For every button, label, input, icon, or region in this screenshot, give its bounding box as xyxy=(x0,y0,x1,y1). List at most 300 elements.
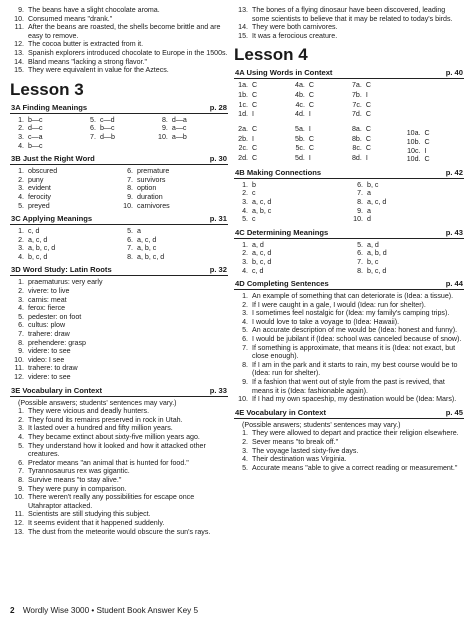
item-answer: Their destination was Virginia. xyxy=(252,455,347,464)
answer-grid xyxy=(10,116,228,150)
section-title: 4B Making Connections xyxy=(235,167,322,177)
answer-cell xyxy=(349,267,464,276)
item-number: 2. xyxy=(18,124,24,133)
list-item xyxy=(10,407,228,416)
item-number: 12. xyxy=(14,518,24,527)
item-number: 1. xyxy=(18,167,24,176)
answer-cell xyxy=(234,125,291,135)
item-answer: c—d xyxy=(99,115,115,124)
list-item xyxy=(10,313,228,322)
item-answer: C xyxy=(424,137,430,146)
answer-cell xyxy=(82,142,154,151)
left-column xyxy=(10,6,228,536)
section-4a xyxy=(234,68,464,163)
item-answer: C xyxy=(308,91,315,100)
item-answer: Predator means "an animal that is hunted for food." xyxy=(28,458,189,467)
item-answer: I sometimes feel nostalgic for (Idea: my family's camping trips). xyxy=(252,309,450,318)
item-answer: b xyxy=(252,180,256,189)
item-answer: d—a xyxy=(171,115,187,124)
answer-cell xyxy=(291,110,348,120)
answer-cell xyxy=(234,267,349,276)
item-answer: They were vicious and deadly hunters. xyxy=(28,407,150,416)
item-number: 8d. xyxy=(351,154,362,163)
answer-cell xyxy=(348,135,407,145)
item-answer: There weren't really any possibilities for escape once Utahraptor attacked. xyxy=(28,493,195,510)
item-number: 6. xyxy=(90,124,96,133)
item-answer: a, c, d xyxy=(137,235,157,244)
item-number: 6. xyxy=(18,321,24,330)
item-number: 5a. xyxy=(295,125,305,134)
item-answer: a, b, d xyxy=(367,249,387,258)
list-item xyxy=(10,287,228,296)
item-answer: Spanish explorers introduced chocolate to Europe in the 1500s. xyxy=(28,48,228,57)
item-number: 3. xyxy=(18,295,24,304)
item-number: 7d. xyxy=(351,110,362,119)
section-header xyxy=(10,265,228,276)
section-4d xyxy=(234,279,464,404)
item-number: 7. xyxy=(18,330,24,339)
section-page: p. 42 xyxy=(445,167,463,177)
item-number: 10b. xyxy=(406,137,421,146)
item-answer: Sever means "to break off." xyxy=(252,438,339,446)
answer-cell xyxy=(234,258,349,267)
item-number: 1. xyxy=(18,227,24,236)
answer-cell xyxy=(154,124,228,133)
answer-grid xyxy=(234,181,464,224)
item-answer: C xyxy=(365,81,371,90)
answer-cell xyxy=(234,101,291,111)
item-answer: I xyxy=(424,146,427,155)
answer-cell xyxy=(82,133,154,142)
item-answer: Survive means "to stay alive." xyxy=(28,475,122,484)
lesson-4-heading: Lesson 4 xyxy=(234,45,308,65)
answer-grid-col4 xyxy=(407,129,465,163)
item-number: 12. xyxy=(14,373,24,381)
item-number: 10. xyxy=(14,493,24,502)
item-answer: a xyxy=(367,206,371,215)
item-number: 7. xyxy=(242,343,248,352)
item-number: 5c. xyxy=(295,144,305,153)
page-footer xyxy=(10,606,198,615)
item-answer: a—b xyxy=(171,132,187,141)
answer-grid xyxy=(10,227,228,261)
item-number: 4b. xyxy=(295,91,305,100)
section-title: 4E Vocabulary in Context xyxy=(235,407,327,417)
item-answer: ferox: fierce xyxy=(28,304,66,313)
answer-cell xyxy=(291,154,348,164)
answer-cell xyxy=(119,227,228,236)
section-3d xyxy=(10,265,228,381)
item-number: 10. xyxy=(123,201,133,210)
item-answer: c, d xyxy=(28,227,40,236)
section-page: p. 28 xyxy=(209,102,227,112)
item-answer: The beans have a slight chocolate aroma. xyxy=(28,6,160,14)
list-item xyxy=(10,519,228,528)
item-answer: video: I see xyxy=(28,355,65,364)
item-number: 2. xyxy=(18,415,24,424)
list-item xyxy=(234,318,464,327)
item-number: 4. xyxy=(242,266,248,275)
answer-cell xyxy=(234,241,349,250)
list-item xyxy=(10,424,228,433)
answer-list xyxy=(234,292,464,404)
answer-cell xyxy=(119,202,228,211)
answer-cell xyxy=(349,215,464,224)
answer-cell xyxy=(119,184,228,193)
answer-cell xyxy=(348,91,407,101)
answer-cell xyxy=(234,215,349,224)
answer-list xyxy=(234,429,464,472)
item-number: 7. xyxy=(357,257,363,266)
item-number: 9. xyxy=(18,484,24,493)
item-answer: survivors xyxy=(137,175,166,184)
item-number: 2. xyxy=(18,235,24,244)
item-number: 3. xyxy=(242,197,248,206)
item-answer: C xyxy=(252,125,258,134)
answer-cell xyxy=(10,193,119,202)
item-number: 1b. xyxy=(238,91,248,100)
item-number: 5. xyxy=(18,441,24,450)
item-number: 2. xyxy=(242,189,248,198)
item-number: 14. xyxy=(238,23,248,32)
item-answer: Consumed means "drank." xyxy=(28,14,113,23)
item-number: 4. xyxy=(18,432,24,441)
item-answer: If something is approximate, that means it is (Idea: not exact, but close enough). xyxy=(252,343,456,361)
section-title: 4D Completing Sentences xyxy=(235,279,329,289)
answer-list xyxy=(10,278,228,381)
item-answer: I would be jubilant if (Idea: school was canceled because of snow). xyxy=(252,335,462,344)
item-answer: praematurus: very early xyxy=(28,278,103,287)
item-number: 2. xyxy=(242,249,248,258)
item-number: 10c. xyxy=(407,146,421,155)
answer-cell xyxy=(119,176,228,185)
item-number: 8a. xyxy=(351,125,362,134)
item-number: 15. xyxy=(238,31,248,40)
item-number: 8. xyxy=(18,338,24,347)
item-answer: a, b, c, d xyxy=(28,244,56,253)
item-answer: They found its remains preserved in rock in Utah. xyxy=(28,415,183,424)
item-number: 5. xyxy=(18,201,24,210)
lesson3-continued-list xyxy=(234,6,464,40)
item-answer: I xyxy=(365,91,368,100)
item-number: 9. xyxy=(161,124,168,133)
list-item xyxy=(10,476,228,485)
list-item xyxy=(10,278,228,287)
item-answer: a, b, c, d xyxy=(137,252,165,261)
answer-cell xyxy=(234,81,291,91)
item-answer: prehendere: grasp xyxy=(28,338,86,347)
section-title: 4C Determining Meanings xyxy=(235,227,329,237)
section-page: p. 40 xyxy=(445,68,463,78)
item-answer: The dust from the meteorite would obscure the sun's rays. xyxy=(28,527,211,536)
item-answer: I xyxy=(365,154,368,163)
list-item xyxy=(234,464,464,473)
answer-cell xyxy=(82,116,154,125)
item-number: 10. xyxy=(14,355,24,364)
list-item xyxy=(10,485,228,494)
item-answer: An example of something that can deteriorate is (Idea: a tissue). xyxy=(252,292,454,301)
item-number: 3. xyxy=(18,244,24,253)
list-item xyxy=(234,6,464,23)
answer-list xyxy=(10,407,228,536)
item-number: 5b. xyxy=(295,134,305,143)
item-number: 13. xyxy=(14,48,24,57)
section-header xyxy=(10,103,228,114)
item-answer: a, c, d xyxy=(252,197,272,206)
item-answer: C xyxy=(252,81,258,90)
list-item xyxy=(10,58,228,67)
item-answer: preyed xyxy=(28,201,50,210)
list-item xyxy=(234,361,464,378)
section-page: p. 31 xyxy=(209,214,227,224)
section-page: p. 32 xyxy=(209,265,227,275)
item-number: 2a. xyxy=(238,125,248,134)
item-answer: They became extinct about sixty-five million years ago. xyxy=(28,432,200,441)
answer-cell xyxy=(10,184,119,193)
item-answer: b—c xyxy=(28,115,43,124)
item-number: 8. xyxy=(161,115,168,124)
item-number: 9. xyxy=(18,6,24,14)
section-note: (Possible answers; students' sentences may vary.) xyxy=(242,420,401,429)
answer-cell xyxy=(407,138,465,147)
item-number: 9. xyxy=(357,206,363,215)
item-answer: carnivores xyxy=(137,201,170,210)
list-item xyxy=(10,40,228,49)
list-item xyxy=(234,292,464,301)
item-number: 2. xyxy=(242,300,248,309)
answer-cell xyxy=(10,244,119,253)
item-number: 2d. xyxy=(238,154,248,163)
item-answer: It lasted over a hundred and fifty million years. xyxy=(28,424,173,433)
item-number: 4. xyxy=(242,455,248,464)
item-number: 1. xyxy=(18,278,24,287)
answer-cell xyxy=(119,193,228,202)
item-answer: C xyxy=(252,100,258,109)
answer-cell xyxy=(348,101,407,111)
item-number: 4. xyxy=(242,317,248,326)
item-answer xyxy=(100,142,154,151)
item-answer: carnis: meat xyxy=(28,295,67,304)
answer-cell xyxy=(349,249,464,258)
item-answer: d xyxy=(367,215,371,224)
section-3a xyxy=(10,103,228,150)
answer-grid xyxy=(10,167,228,210)
item-number: 8b. xyxy=(351,134,362,143)
item-answer: If I am in the park and it starts to rain, my best course would be to (Idea: run for shelter). xyxy=(252,360,458,378)
answer-cell xyxy=(10,236,119,245)
section-note: (Possible answers; students' sentences may vary.) xyxy=(18,398,177,407)
list-item xyxy=(10,347,228,356)
item-number: 8. xyxy=(18,475,24,484)
item-answer: Tyrannosaurus rex was gigantic. xyxy=(28,467,130,476)
section-title: 3B Just the Right Word xyxy=(11,154,95,164)
footer-text: Wordly Wise 3000 • Student Book Answer Key 5 xyxy=(22,606,199,615)
item-answer: It seems evident that it happened suddenly. xyxy=(28,518,165,527)
answer-grid xyxy=(234,81,407,163)
item-number: 2. xyxy=(18,287,24,296)
item-number: 5. xyxy=(242,215,248,224)
item-number: 15. xyxy=(14,66,24,75)
answer-cell xyxy=(234,135,291,145)
list-item xyxy=(10,296,228,305)
page-number: 2 xyxy=(10,606,15,615)
item-answer: I would love to take a voyage to (Idea: Hawaii). xyxy=(252,317,400,326)
answer-cell xyxy=(348,81,407,91)
item-answer: C xyxy=(308,100,315,109)
answer-cell xyxy=(234,154,291,164)
item-answer: a—c xyxy=(171,124,187,133)
list-item xyxy=(234,309,464,318)
item-number: 1d. xyxy=(238,110,248,119)
item-answer: b, c, d xyxy=(367,266,387,275)
item-number: 10. xyxy=(158,132,168,141)
answer-cell xyxy=(154,133,228,142)
item-number: 3. xyxy=(242,446,248,455)
section-page: p. 33 xyxy=(209,385,227,395)
item-answer: They were both carnivores. xyxy=(252,23,338,32)
item-answer: premature xyxy=(137,167,170,176)
item-number: 5d. xyxy=(295,154,305,163)
right-column xyxy=(234,6,464,472)
list-item xyxy=(10,15,228,24)
answer-cell xyxy=(234,110,291,120)
item-number: 2. xyxy=(242,438,248,446)
item-number: 9. xyxy=(127,192,133,201)
answer-cell xyxy=(291,125,348,135)
section-page: p. 45 xyxy=(445,407,463,417)
answer-cell xyxy=(349,241,464,250)
item-answer: They were allowed to depart and practice their religion elsewhere. xyxy=(252,429,459,438)
list-item xyxy=(234,455,464,464)
item-answer: a, d xyxy=(252,240,264,249)
answer-cell xyxy=(234,144,291,154)
section-page: p. 30 xyxy=(209,154,227,164)
lesson2-continued-list xyxy=(10,6,228,75)
section-header xyxy=(234,168,464,179)
item-number: 5. xyxy=(242,326,248,335)
item-number: 6. xyxy=(127,167,133,176)
item-number: 7. xyxy=(127,175,133,184)
section-4b xyxy=(234,168,464,224)
item-answer: b, c xyxy=(367,257,379,266)
list-item xyxy=(234,32,464,41)
answer-cell xyxy=(348,110,407,120)
item-answer: An accurate description of me would be (Idea: honest and funny). xyxy=(252,326,458,335)
answer-cell xyxy=(10,253,119,262)
item-number: 6. xyxy=(242,335,248,344)
grid-spacer xyxy=(234,120,291,124)
list-item xyxy=(10,6,228,15)
answer-cell xyxy=(407,147,465,156)
item-answer: C xyxy=(424,155,430,164)
item-number: 10. xyxy=(238,395,248,404)
lesson-3-heading: Lesson 3 xyxy=(10,79,84,99)
item-answer: C xyxy=(424,129,430,138)
answer-cell xyxy=(154,142,228,151)
item-answer: option xyxy=(137,184,157,193)
list-item xyxy=(10,330,228,339)
item-answer: The voyage lasted sixty-five days. xyxy=(252,446,359,455)
item-number: 8. xyxy=(357,197,363,206)
item-number: 2c. xyxy=(238,144,248,153)
item-number: 11. xyxy=(14,364,24,373)
item-answer: trahere: to draw xyxy=(28,364,78,373)
answer-cell xyxy=(291,81,348,91)
list-item xyxy=(10,442,228,459)
list-item xyxy=(234,378,464,395)
item-number: 3. xyxy=(242,309,248,318)
item-number: 12. xyxy=(14,40,24,49)
item-number: 4. xyxy=(18,192,24,201)
answer-cell xyxy=(234,249,349,258)
grid-spacer xyxy=(291,120,348,124)
item-number: 10a. xyxy=(406,129,421,138)
item-number: 11. xyxy=(14,510,24,519)
item-answer: videre: to see xyxy=(28,347,71,356)
item-answer: d—c xyxy=(28,124,43,133)
section-title: 3C Applying Meanings xyxy=(11,214,93,224)
answer-cell xyxy=(10,176,119,185)
list-item xyxy=(234,301,464,310)
answer-cell xyxy=(10,227,119,236)
answer-cell xyxy=(349,258,464,267)
answer-cell xyxy=(291,91,348,101)
section-header xyxy=(10,386,228,397)
item-number: 1. xyxy=(18,407,24,416)
item-number: 4. xyxy=(18,141,24,150)
answer-cell xyxy=(10,116,82,125)
item-answer: a, d xyxy=(367,240,379,249)
item-answer: cultus: plow xyxy=(28,321,66,330)
item-answer: c, d xyxy=(252,266,264,275)
list-item xyxy=(10,339,228,348)
item-answer: If I had my own spaceship, my destination would be (Idea: Mars). xyxy=(252,395,457,404)
answer-cell xyxy=(119,167,228,176)
item-answer: videre: to see xyxy=(28,373,71,381)
item-answer: After the beans are roasted, the shells become brittle and are easy to remove. xyxy=(28,23,221,40)
item-number: 3. xyxy=(18,132,24,141)
list-item xyxy=(10,321,228,330)
answer-cell xyxy=(291,144,348,154)
list-item xyxy=(10,459,228,468)
answer-cell xyxy=(291,135,348,145)
item-answer: They were puny in comparison. xyxy=(28,484,127,493)
item-answer: I xyxy=(308,154,311,163)
item-answer: I xyxy=(252,134,254,143)
item-answer: a xyxy=(367,189,371,198)
item-answer: Accurate means "able to give a correct reading or measurement." xyxy=(252,463,458,472)
section-title: 3D Word Study: Latin Roots xyxy=(11,265,112,275)
answer-cell xyxy=(10,202,119,211)
item-answer: C xyxy=(365,144,371,153)
item-answer: b, c xyxy=(367,180,379,189)
section-3e xyxy=(10,386,228,537)
list-item xyxy=(234,438,464,447)
item-answer: a, c, d xyxy=(367,197,387,206)
answer-cell xyxy=(82,124,154,133)
item-answer: If I were caught in a gale, I would (Idea: run for shelter). xyxy=(252,300,426,309)
answer-cell xyxy=(10,142,82,151)
item-answer: C xyxy=(365,110,371,119)
item-answer: I xyxy=(308,110,311,119)
section-title: 4A Using Words in Context xyxy=(235,68,333,78)
item-answer: a, b, c xyxy=(252,206,272,215)
list-item xyxy=(10,49,228,58)
section-3c xyxy=(10,214,228,261)
answer-cell xyxy=(234,198,349,207)
section-header xyxy=(10,154,228,165)
item-number: 13. xyxy=(238,6,248,14)
